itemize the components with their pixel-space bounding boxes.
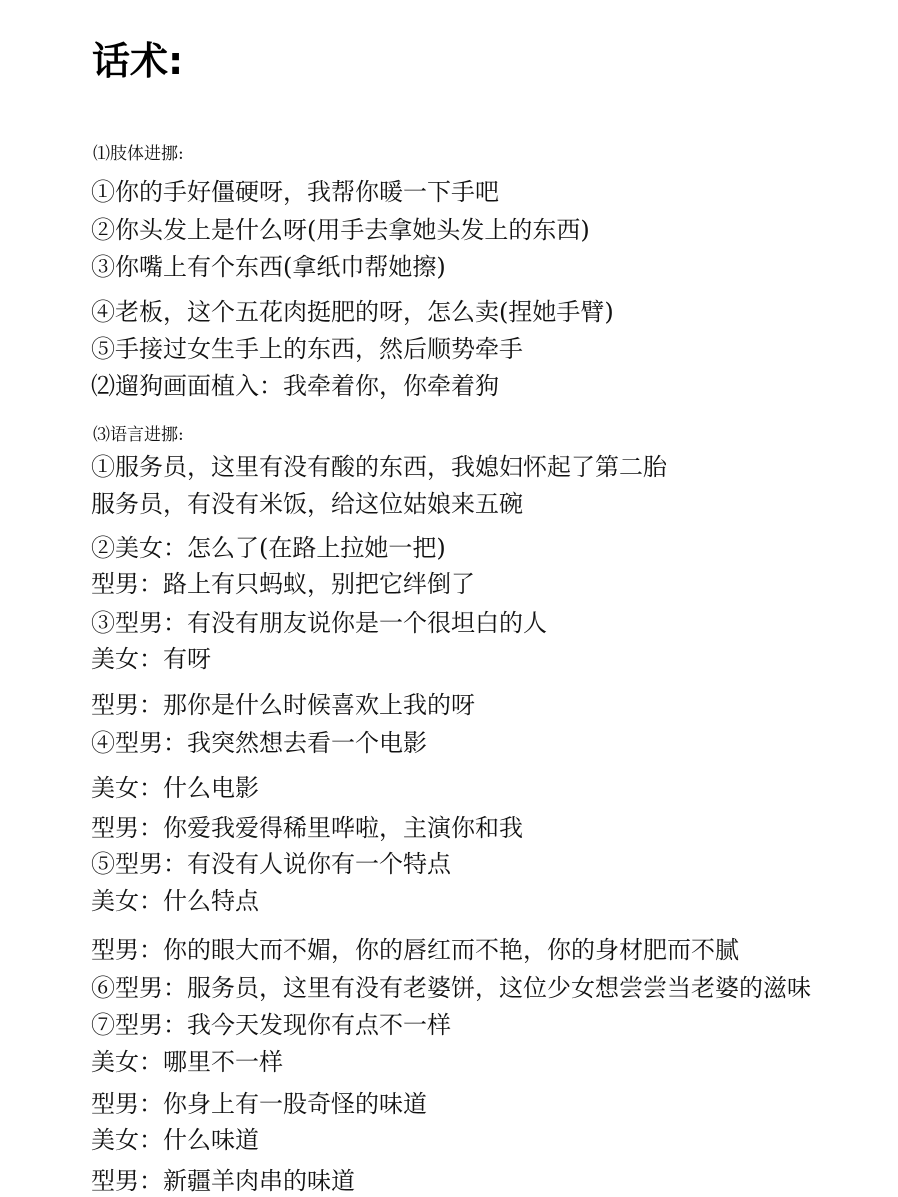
text-line: 美女：什么特点 (91, 887, 259, 915)
text-line: ④老板，这个五花肉挺肥的呀，怎么卖(捏她手臂) (91, 298, 614, 326)
text-line: ⑥型男：服务员，这里有没有老婆饼，这位少女想尝尝当老婆的滋味 (91, 974, 811, 1002)
text-line: 型男：路上有只蚂蚁，别把它绊倒了 (91, 570, 475, 598)
text-line: ⑵遛狗画面植入：我牵着你，你牵着狗 (91, 372, 499, 400)
text-line: ④型男：我突然想去看一个电影 (91, 729, 427, 757)
text-line: ⑦型男：我今天发现你有点不一样 (91, 1011, 451, 1039)
text-line: ③型男：有没有朋友说你是一个很坦白的人 (91, 609, 547, 637)
text-line: ①服务员，这里有没有酸的东西，我媳妇怀起了第二胎 (91, 453, 667, 481)
section-heading-verbal-moves: ⑶语言进挪: (93, 425, 184, 445)
text-line: ⑤型男：有没有人说你有一个特点 (91, 850, 451, 878)
text-line: ⑤手接过女生手上的东西，然后顺势牵手 (91, 335, 523, 363)
text-line: 服务员，有没有米饭，给这位姑娘来五碗 (91, 490, 523, 518)
text-line: 美女：什么味道 (91, 1126, 259, 1154)
text-line: ②美女：怎么了(在路上拉她一把) (91, 534, 446, 562)
text-line: 美女：什么电影 (91, 774, 259, 802)
text-line: ③你嘴上有个东西(拿纸巾帮她擦) (91, 253, 446, 281)
text-line: 美女：有呀 (91, 645, 211, 673)
text-line: ②你头发上是什么呀(用手去拿她头发上的东西) (91, 216, 590, 244)
text-line: 型男：新疆羊肉串的味道 (91, 1167, 355, 1195)
text-line: ①你的手好僵硬呀，我帮你暖一下手吧 (91, 178, 499, 206)
text-line: 型男：那你是什么时候喜欢上我的呀 (91, 691, 475, 719)
section-heading-body-moves: ⑴肢体进挪: (93, 144, 184, 164)
page-title: 话术: (92, 39, 184, 83)
text-line: 型男：你的眼大而不媚，你的唇红而不艳，你的身材肥而不腻 (91, 936, 739, 964)
text-line: 型男：你身上有一股奇怪的味道 (91, 1090, 427, 1118)
text-line: 美女：哪里不一样 (91, 1048, 283, 1076)
text-line: 型男：你爱我爱得稀里哗啦，主演你和我 (91, 814, 523, 842)
